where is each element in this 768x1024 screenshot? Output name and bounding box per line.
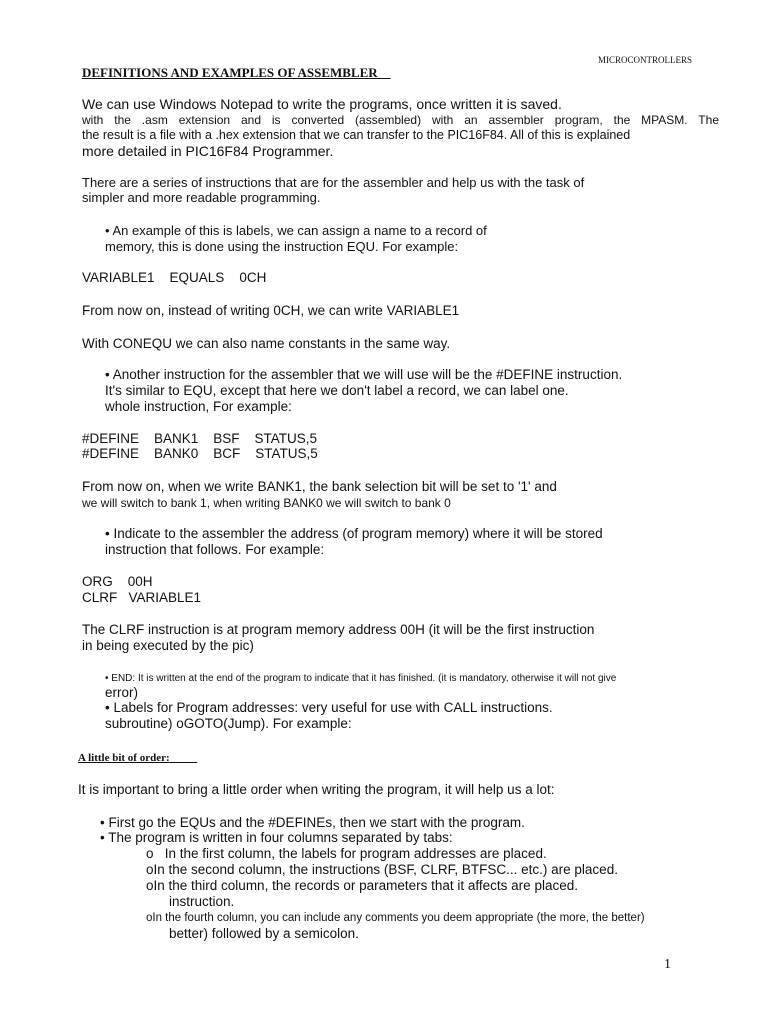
section-heading-text: A little bit of order:	[78, 752, 170, 764]
bullet-line: whole instruction, For example:	[105, 399, 292, 414]
page-title	[82, 65, 391, 81]
paragraph-line: with the .asm extension and is converted (assembled) with an assembler program, the MPASM. The	[82, 113, 719, 127]
sub-list-item-continuation: instruction.	[169, 894, 235, 909]
list-item: • First go the EQUs and the #DEFINEs, then we start with the program.	[100, 815, 525, 830]
bullet-line: • Indicate to the assembler the address (of program memory) where it will be stored	[105, 526, 603, 541]
paragraph-conequ: With CONEQU we can also name constants in the same way.	[82, 336, 451, 351]
bullet-line: It's similar to EQU, except that here we don't label a record, we can label one.	[105, 383, 569, 398]
paragraph-line: simpler and more readable programming.	[82, 190, 321, 205]
paragraph-line: The CLRF instruction is at program memory address 00H (it will be the first instruction	[82, 622, 595, 637]
bullet-line: instruction that follows. For example:	[105, 542, 325, 557]
sub-list-item: oIn the third column, the records or parameters that it affects are placed.	[146, 878, 578, 893]
bullet-line: subroutine) oGOTO(Jump). For example:	[105, 716, 352, 731]
paragraph-variable: From now on, instead of writing 0CH, we can write VARIABLE1	[82, 303, 460, 318]
page-title-text: DEFINITIONS AND EXAMPLES OF ASSEMBLER	[82, 65, 378, 80]
bullet-line: error)	[105, 685, 138, 700]
running-header: MICROCONTROLLERS	[598, 55, 693, 65]
page-number: 1	[664, 957, 671, 972]
code-line: CLRF VARIABLE1	[82, 590, 202, 605]
bullet-line: • Another instruction for the assembler that we will use will be the #DEFINE instruction.	[105, 367, 623, 382]
paragraph-line: more detailed in PIC16F84 Programmer.	[82, 143, 334, 159]
section-heading	[78, 750, 197, 766]
sub-list-item: oIn the fourth column, you can include any comments you deem appropriate (the more, the better)	[146, 912, 645, 924]
sub-list-item: oIn the second column, the instructions (BSF, CLRF, BTFSC... etc.) are placed.	[146, 862, 618, 877]
code-line: #DEFINE BANK0 BCF STATUS,5	[82, 446, 318, 461]
paragraph-line: the result is a file with a .hex extension that we can transfer to the PIC16F84. All of this is explained	[82, 128, 631, 142]
paragraph-line: From now on, when we write BANK1, the bank selection bit will be set to '1' and	[82, 479, 557, 494]
paragraph-line: We can use Windows Notepad to write the programs, once written it is saved.	[82, 96, 562, 112]
paragraph-line: we will switch to bank 1, when writing BANK0 we will switch to bank 0	[82, 496, 451, 510]
sub-list-item-continuation: better) followed by a semicolon.	[169, 926, 359, 941]
paragraph-order: It is important to bring a little order when writing the program, it will help us a lot:	[78, 782, 555, 797]
paragraph-line: There are a series of instructions that are for the assembler and help us with the task of	[82, 175, 585, 190]
code-line: #DEFINE BANK1 BSF STATUS,5	[82, 431, 318, 446]
bullet-line: • An example of this is labels, we can assign a name to a record of	[105, 223, 487, 238]
code-example-equ: VARIABLE1 EQUALS 0CH	[82, 270, 267, 285]
paragraph-line: in being executed by the pic)	[82, 638, 254, 653]
bullet-line: • END: It is written at the end of the program to indicate that it has finished. (it is mandatory, otherwise it will not give	[105, 673, 617, 684]
bullet-line: • Labels for Program addresses: very useful for use with CALL instructions.	[105, 700, 553, 715]
code-line: ORG 00H	[82, 574, 153, 589]
sub-list-item: o In the first column, the labels for program addresses are placed.	[146, 846, 547, 861]
bullet-line: memory, this is done using the instruction EQU. For example:	[105, 239, 459, 254]
list-item: • The program is written in four columns separated by tabs:	[100, 830, 453, 845]
